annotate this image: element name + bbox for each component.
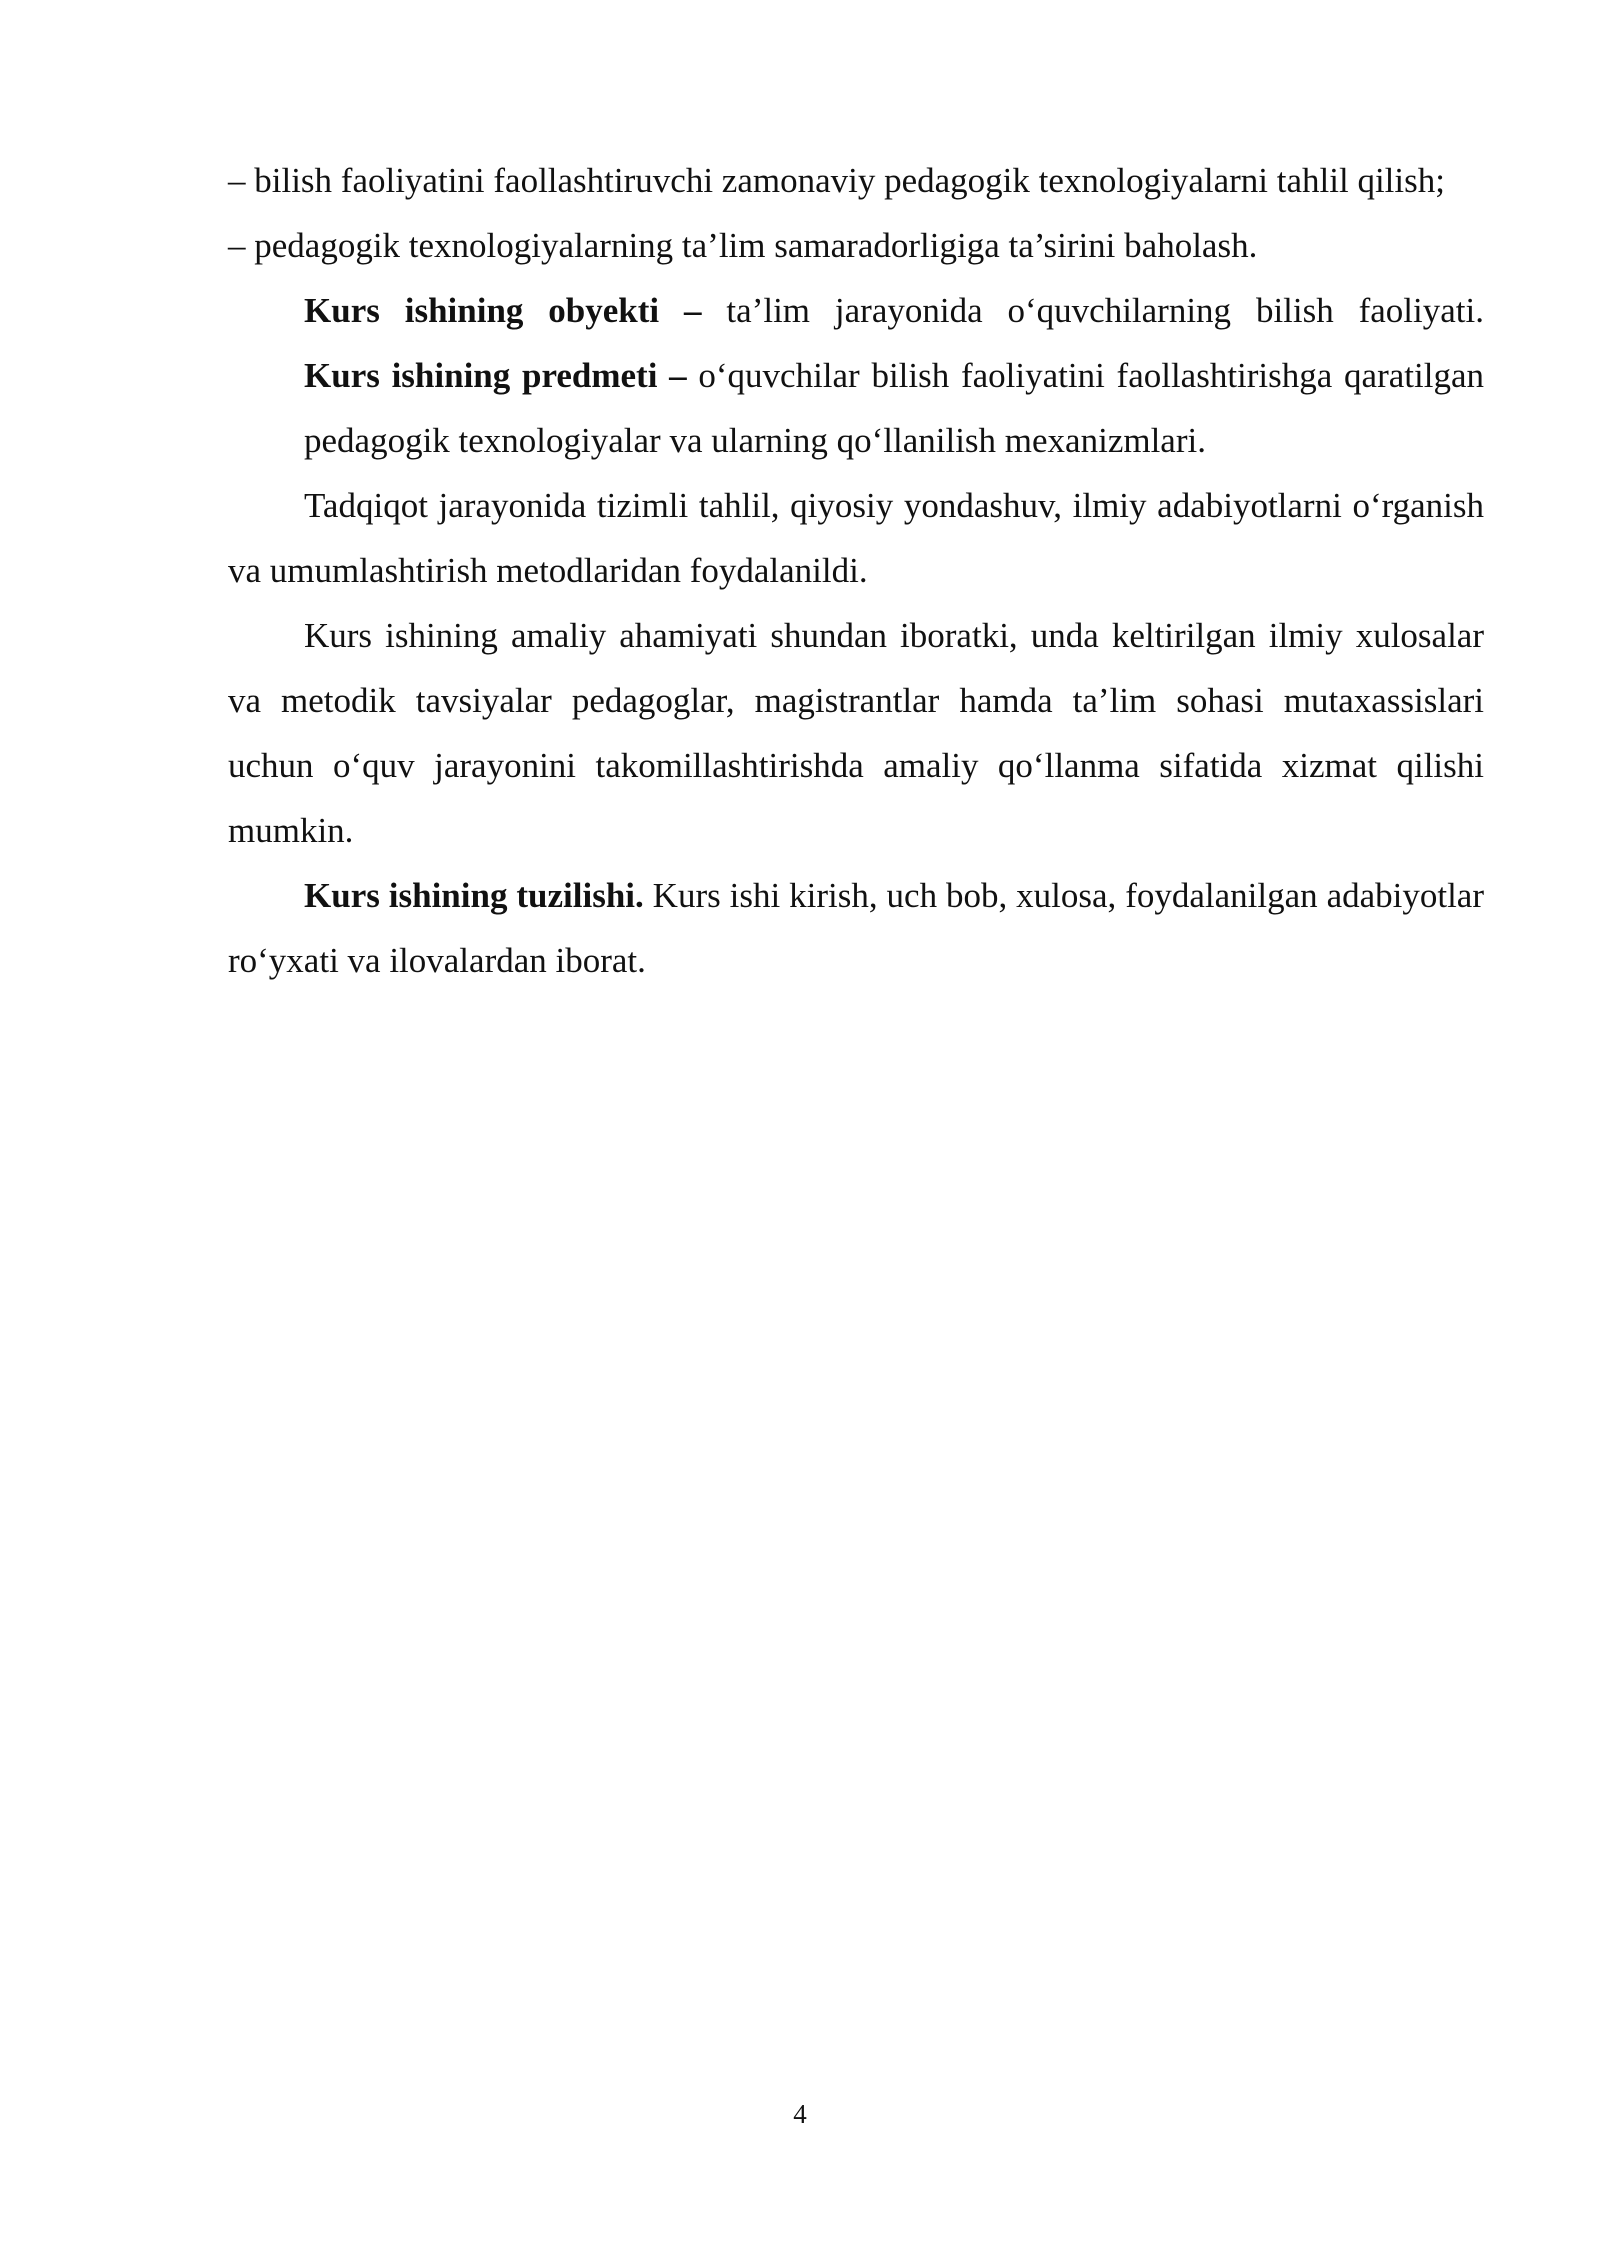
research-subject-paragraph — [228, 343, 1484, 473]
research-object-label: Kurs ishining obyekti – — [304, 291, 702, 330]
structure-label: Kurs ishining tuzilishi. — [304, 876, 644, 915]
structure-paragraph — [228, 863, 1484, 993]
research-object-text: ta’lim jarayonida o‘quvchilarning bilish faoliyati. — [701, 291, 1484, 330]
research-subject-label: Kurs ishining predmeti – — [304, 356, 687, 395]
page-body — [228, 148, 1484, 993]
bullet-evaluate-effectiveness: – pedagogik texnologiyalarning ta’lim samaradorligiga ta’sirini baholash. — [228, 226, 1258, 265]
research-object-paragraph — [228, 278, 1484, 343]
methods-paragraph: Tadqiqot jarayonida tizimli tahlil, qiyosiy yondashuv, ilmiy adabiyotlarni o‘rganish va umumlashtirish metodlaridan foydalanildi. — [228, 486, 1484, 590]
page-number: 4 — [793, 2099, 807, 2129]
practical-significance-paragraph: Kurs ishining amaliy ahamiyati shundan iboratki, unda keltirilgan ilmiy xulosalar va metodik tavsiyalar pedagoglar, magistrantlar hamda ta’lim sohasi mutaxassislari uchun o‘quv jarayonini takomillashtirishda amaliy qo‘llanma sifatida xizmat qilishi mumkin. — [228, 616, 1484, 850]
structure-text: Kurs ishi kirish, uch bob, xulosa, foydalanilgan adabiyotlar ro‘yxati va ilovalardan iborat. — [228, 876, 1485, 980]
bullet-analyze-technologies: – bilish faoliyatini faollashtiruvchi zamonaviy pedagogik texnologiyalarni tahlil qilish; — [228, 161, 1445, 200]
research-subject-text: o‘quvchilar bilish faoliyatini faollashtirishga qaratilgan pedagogik texnologiyalar va ularning qo‘llanilish mexanizmlari. — [304, 356, 1484, 460]
